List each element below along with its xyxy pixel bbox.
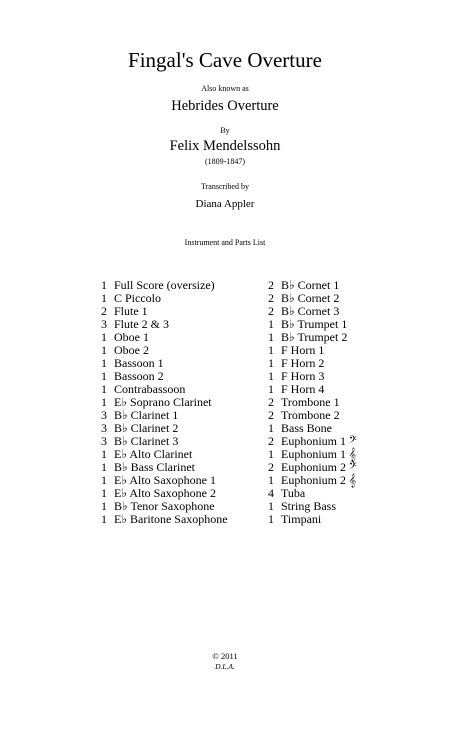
part-quantity: 2 [268, 408, 274, 422]
part-quantity: 1 [101, 447, 107, 461]
parts-list-left [101, 279, 228, 526]
composer-name: Felix Mendelssohn [169, 138, 281, 154]
copyright: © 2011 [212, 651, 238, 661]
part-quantity: 1 [101, 356, 107, 370]
part-name: F Horn 1 [281, 343, 325, 357]
part-quantity: 2 [268, 395, 274, 409]
part-name: Euphonium 2 𝄞 [281, 473, 357, 487]
part-name: B♭ Trumpet 1 [281, 317, 348, 331]
part-name: F Horn 4 [281, 382, 325, 396]
part-name: Bassoon 2 [114, 369, 164, 383]
part-name: C Piccolo [114, 291, 161, 305]
part-quantity: 1 [101, 460, 107, 474]
part-quantity: 1 [268, 473, 274, 487]
part-row [101, 513, 228, 526]
part-quantity: 1 [101, 369, 107, 383]
part-name: B♭ Clarinet 1 [114, 408, 179, 422]
part-name: Euphonium 1 𝄞 [281, 447, 357, 461]
page-title: Fingal's Cave Overture [128, 48, 322, 72]
part-quantity: 2 [268, 460, 274, 474]
part-quantity: 3 [101, 421, 107, 435]
part-quantity: 1 [101, 343, 107, 357]
part-name: Trombone 1 [281, 395, 340, 409]
by-label: By [220, 126, 230, 135]
part-name: Euphonium 1 𝄢 [281, 434, 357, 448]
part-quantity: 2 [268, 278, 274, 292]
part-name: Euphonium 2 𝄢 [281, 460, 357, 474]
part-quantity: 1 [268, 512, 274, 526]
initials: D.L.A. [215, 662, 235, 671]
part-quantity: 1 [268, 343, 274, 357]
part-quantity: 4 [268, 486, 274, 500]
part-quantity: 1 [101, 395, 107, 409]
part-quantity: 1 [268, 356, 274, 370]
part-name: E♭ Soprano Clarinet [114, 395, 212, 409]
part-row [268, 513, 357, 526]
transcribed-label: Transcribed by [201, 182, 249, 191]
part-quantity: 2 [268, 291, 274, 305]
part-name: Tuba [281, 486, 306, 500]
part-name: Bass Bone [281, 421, 332, 435]
part-name: Flute 1 [114, 304, 148, 318]
part-name: F Horn 3 [281, 369, 325, 383]
part-quantity: 1 [101, 473, 107, 487]
part-name: Full Score (oversize) [114, 278, 215, 292]
part-quantity: 1 [101, 512, 107, 526]
part-name: B♭ Clarinet 3 [114, 434, 179, 448]
part-quantity: 3 [101, 434, 107, 448]
part-quantity: 1 [268, 330, 274, 344]
part-name: E♭ Alto Clarinet [114, 447, 193, 461]
part-quantity: 1 [101, 278, 107, 292]
part-name: B♭ Cornet 1 [281, 278, 340, 292]
part-name: B♭ Tenor Saxophone [114, 499, 215, 513]
part-name: B♭ Clarinet 2 [114, 421, 179, 435]
part-name: Oboe 1 [114, 330, 149, 344]
part-quantity: 1 [101, 499, 107, 513]
part-quantity: 1 [101, 382, 107, 396]
part-name: B♭ Cornet 2 [281, 291, 340, 305]
part-quantity: 1 [268, 382, 274, 396]
parts-list-title: Instrument and Parts List [184, 238, 266, 247]
part-quantity: 1 [268, 499, 274, 513]
part-name: Flute 2 & 3 [114, 317, 170, 331]
part-quantity: 1 [268, 369, 274, 383]
part-quantity: 1 [101, 330, 107, 344]
part-name: Bassoon 1 [114, 356, 164, 370]
parts-list-right [268, 279, 357, 526]
part-name: Contrabassoon [114, 382, 186, 396]
aka-label: Also known as [201, 84, 249, 93]
part-quantity: 3 [101, 408, 107, 422]
part-quantity: 1 [101, 291, 107, 305]
part-quantity: 2 [268, 434, 274, 448]
alternate-title: Hebrides Overture [171, 98, 279, 114]
part-name: B♭ Bass Clarinet [114, 460, 195, 474]
part-name: B♭ Cornet 3 [281, 304, 340, 318]
part-name: B♭ Trumpet 2 [281, 330, 348, 344]
part-name: Timpani [281, 512, 322, 526]
part-name: String Bass [281, 499, 337, 513]
part-quantity: 3 [101, 317, 107, 331]
part-quantity: 1 [268, 317, 274, 331]
part-name: E♭ Baritone Saxophone [114, 512, 228, 526]
part-name: Trombone 2 [281, 408, 340, 422]
part-quantity: 2 [268, 304, 274, 318]
part-name: F Horn 2 [281, 356, 325, 370]
part-name: Oboe 2 [114, 343, 149, 357]
arranger-name: Diana Appler [195, 198, 255, 210]
part-name: E♭ Alto Saxophone 1 [114, 473, 216, 487]
part-quantity: 1 [268, 421, 274, 435]
part-quantity: 1 [268, 447, 274, 461]
part-quantity: 2 [101, 304, 107, 318]
part-name: E♭ Alto Saxophone 2 [114, 486, 216, 500]
composer-dates: (1809-1847) [205, 157, 245, 166]
part-quantity: 1 [101, 486, 107, 500]
